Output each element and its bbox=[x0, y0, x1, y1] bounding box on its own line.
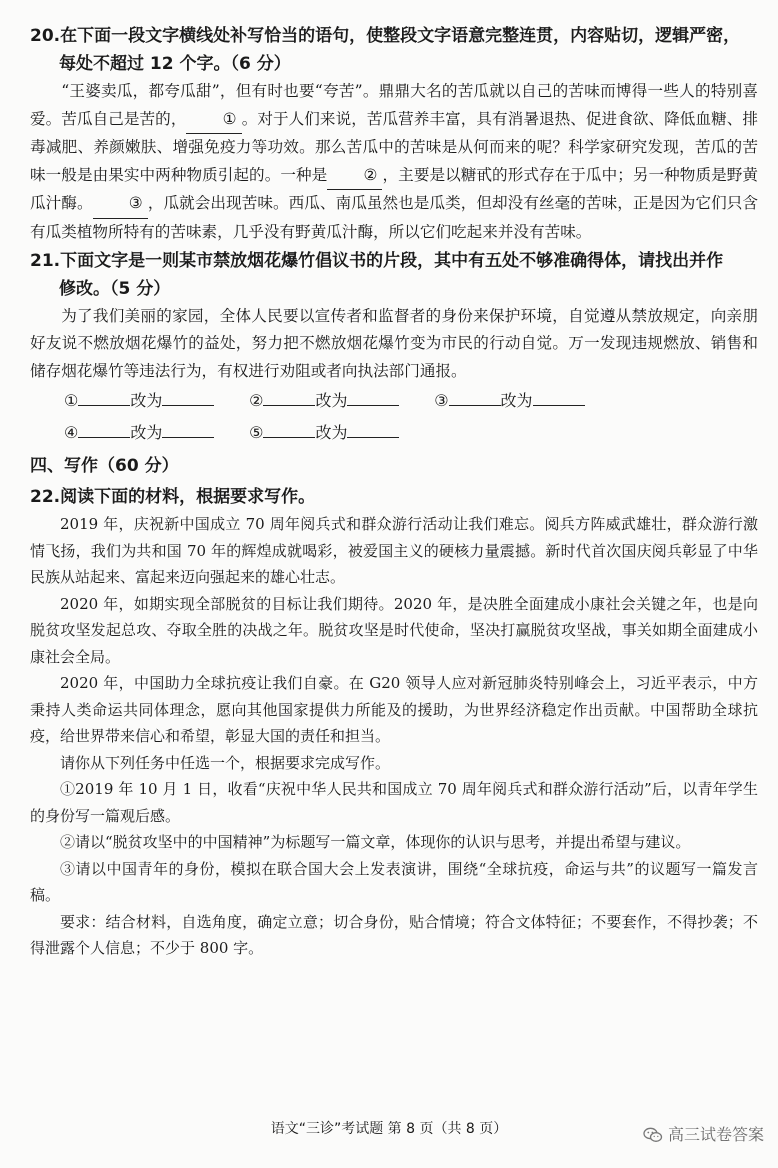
question-21-prompt: 下面文字是一则某市禁放烟花爆竹倡议书的片段，其中有五处不够准确得体，请找出并作 bbox=[60, 250, 724, 271]
answer-line[interactable] bbox=[78, 436, 130, 438]
question-22-prompt: 阅读下面的材料，根据要求写作。 bbox=[60, 487, 316, 508]
correction-item bbox=[249, 417, 429, 449]
material-paragraph-1: 2019 年，庆祝新中国成立 70 周年阅兵式和群众游行活动让我们难忘。阅兵方阵威武雄壮，群众游行激情飞扬，我们为共和国 70 年的辉煌成就喝彩，被爱国主义的硬核力量震撼。新时代首次国庆阅兵彰显了中华民族从站起来、富起来迈向强起来的雄心壮志。 bbox=[30, 515, 758, 587]
question-21-heading bbox=[30, 247, 758, 303]
change-label: 改为 bbox=[500, 391, 533, 411]
change-label: 改为 bbox=[130, 423, 163, 443]
watermark bbox=[643, 1122, 764, 1145]
answer-line[interactable] bbox=[449, 404, 501, 406]
answer-blank-2[interactable]: ② bbox=[327, 162, 382, 191]
material-paragraph-2: 2020 年，如期实现全部脱贫的目标让我们期待。2020 年，是决胜全面建成小康社会关键之年，也是向脱贫攻坚发起总攻、夺取全胜的决战之年。脱贫攻坚是时代使命，坚决打赢脱贫攻坚战，事关如期全面建成小康社会全局。 bbox=[30, 594, 758, 666]
question-22-number: 22. bbox=[30, 487, 61, 508]
question-20-prompt: 在下面一段文字横线处补写恰当的语句，使整段文字语意完整连贯，内容贴切，逻辑严密， bbox=[60, 26, 741, 46]
answer-line[interactable] bbox=[347, 436, 399, 438]
task-option-3: ③请以中国青年的身份，模拟在联合国大会上发表演讲，围绕“全球抗疫，命运与共”的议题写一篇发言稿。 bbox=[30, 859, 758, 905]
watermark-text: 高三试卷答案 bbox=[667, 1125, 764, 1144]
item-number: ③ bbox=[434, 391, 449, 411]
item-number: ① bbox=[64, 391, 79, 411]
item-number: ④ bbox=[64, 423, 79, 443]
correction-item bbox=[64, 417, 244, 449]
task-option-1: ①2019 年 10 月 1 日，收看“庆祝中华人民共和国成立 70 周年阅兵式和群众游行活动”后，以青年学生的身份写一篇观后感。 bbox=[30, 780, 758, 825]
section-writing-heading: 四、写作（60 分） bbox=[30, 456, 179, 477]
change-label: 改为 bbox=[130, 391, 163, 411]
correction-item bbox=[64, 385, 244, 417]
question-21-passage: 为了我们美丽的家园，全体人民要以宣传者和监督者的身份来保护环境，自觉遵从禁放规定，向亲朋好友说不燃放烟花爆竹的益处，努力把不燃放烟花爆竹变为市民的行动自觉。万一发现违规燃放、销售和储存烟花爆竹等违法行为，有权进行劝阻或者向执法部门通报。 bbox=[30, 306, 758, 380]
answer-line[interactable] bbox=[533, 404, 585, 406]
item-number: ② bbox=[249, 391, 264, 411]
answer-line[interactable] bbox=[162, 436, 214, 438]
answer-line[interactable] bbox=[263, 404, 315, 406]
question-20-heading bbox=[30, 22, 758, 78]
question-21-prompt-line2: 修改。（5 分） bbox=[59, 278, 171, 299]
change-label: 改为 bbox=[315, 391, 348, 411]
question-20-passage bbox=[30, 78, 758, 247]
answer-line[interactable] bbox=[263, 436, 315, 438]
change-label: 改为 bbox=[315, 423, 348, 443]
answer-blank-1[interactable]: ① bbox=[186, 106, 241, 135]
question-20-number: 20. bbox=[30, 26, 61, 46]
page-footer: 语文“三诊”考试题 第 8 页（共 8 页） bbox=[270, 1121, 508, 1137]
question-22-heading bbox=[30, 483, 758, 511]
passage-text: ，瓜就会出现苦味。西瓜、南瓜虽然也是瓜类，但却没有丝毫的苦味，正是因为它们只含有瓜类植物所特有的苦味素，几乎没有野黄瓜汁酶，所以它们吃起来并没有苦味。 bbox=[30, 194, 758, 241]
answer-blank-3[interactable]: ③ bbox=[93, 190, 148, 219]
answer-line[interactable] bbox=[162, 404, 214, 406]
task-option-2: ②请以“脱贫攻坚中的中国精神”为标题写一篇文章，体现你的认识与思考，并提出希望与建议。 bbox=[60, 833, 691, 852]
exam-page bbox=[30, 22, 758, 962]
passage-text: “王婆卖瓜，都夸瓜甜”，但有时也要“夸苦”。鼎鼎大名的苦瓜就以自己的苦味而博得一些人的特别喜爱。苦瓜自己是苦的， bbox=[30, 82, 758, 128]
task-instruction: 请你从下列任务中任选一个，根据要求完成写作。 bbox=[60, 753, 391, 772]
correction-row-2 bbox=[30, 417, 758, 449]
correction-item bbox=[249, 385, 429, 417]
answer-line[interactable] bbox=[78, 404, 130, 406]
question-20-prompt-line2: 每处不超过 12 个字。（6 分） bbox=[59, 54, 291, 74]
passage-text: ，主要是以糖甙的形式存在于瓜中；另一种物质是野黄瓜汁酶。 bbox=[30, 165, 758, 213]
answer-line[interactable] bbox=[347, 404, 399, 406]
question-21-number: 21. bbox=[30, 250, 61, 271]
material-paragraph-3: 2020 年，中国助力全球抗疫让我们自豪。在 G20 领导人应对新冠肺炎特别峰会上，习近平表示，中方秉持人类命运共同体理念，愿向其他国家提供力所能及的援助，为世界经济稳定作出贡献。中国帮助全球抗疫，给世界带来信心和希望，彰显大国的责任和担当。 bbox=[30, 674, 758, 746]
correction-row-1 bbox=[30, 385, 758, 417]
wechat-icon bbox=[643, 1127, 663, 1143]
passage-text: 。对于人们来说，苦瓜营养丰富，具有消暑退热、促进食欲、降低血糖、排毒减肥、养颜嫩肤、增强免疫力等功效。那么苦瓜中的苦味是从何而来的呢？科学家研究发现，苦瓜的苦味一般是由果实中两种物质引起的。一种是 bbox=[30, 109, 758, 184]
correction-item bbox=[434, 385, 614, 417]
writing-requirements: 要求：结合材料，自选角度，确定立意；切合身份，贴合情境；符合文体特征；不要套作，不得抄袭；不得泄露个人信息；不少于 800 字。 bbox=[30, 912, 758, 958]
item-number: ⑤ bbox=[249, 423, 264, 443]
